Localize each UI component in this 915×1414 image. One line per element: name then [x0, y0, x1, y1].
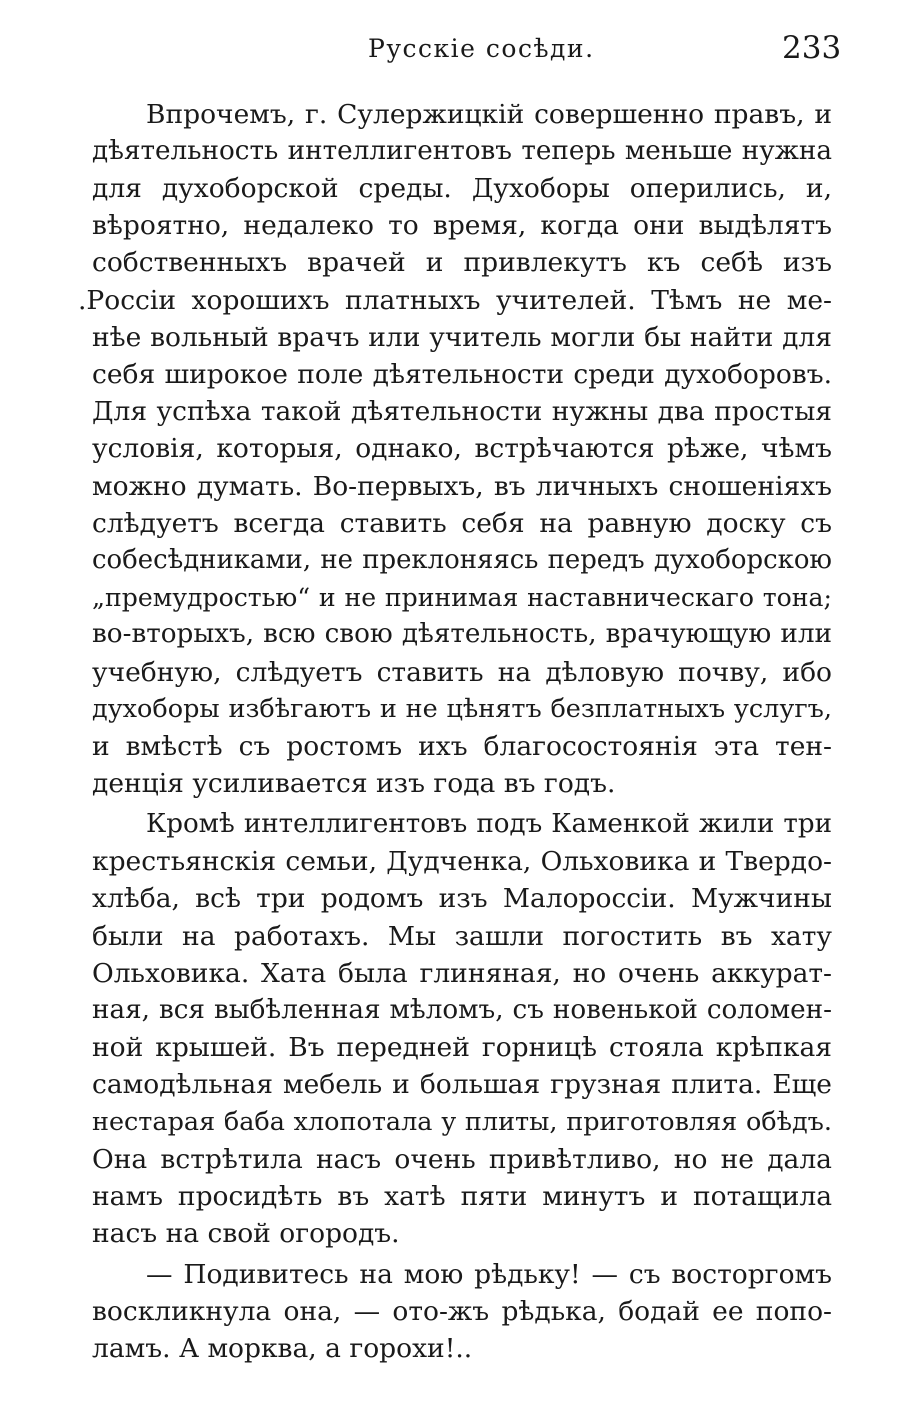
page-number: 233 [782, 30, 842, 66]
text-line: денція усиливается изъ года въ годъ. [92, 768, 616, 799]
text-line: нестарая баба хлопотала у плиты, приготовляя обѣдъ. [92, 1107, 832, 1137]
text-line: можно думать. Во-первыхъ, въ личныхъ сношеніяхъ [92, 471, 832, 502]
text-line: во-вторыхъ, всю свою дѣятельность, врачующую или [92, 619, 832, 649]
text-line: себя широкое поле дѣятельности среди духоборовъ. [92, 359, 832, 390]
text-line: крестьянскія семьи, Дудченка, Ольховика и Твердо- [92, 846, 832, 877]
text-line: Ольховика. Хата была глиняная, но очень аккурат- [92, 958, 832, 989]
text-line: духоборы избѣгаютъ и не цѣнятъ безплатныхъ услугъ, [92, 694, 832, 724]
text-line: и вмѣстѣ съ ростомъ ихъ благосостоянія эта тен- [92, 731, 832, 762]
text-line: Она встрѣтила насъ очень привѣтливо, но не дала [92, 1144, 832, 1175]
text-line: были на работахъ. Мы зашли погостить въ хату [92, 921, 832, 952]
text-line: ной крышей. Въ передней горницѣ стояла крѣпкая [92, 1032, 832, 1063]
running-title: Русскіе сосѣди. [368, 34, 595, 63]
text-line: дѣятельность интеллигентовъ теперь меньше нужна [92, 136, 832, 166]
text-line: ная, вся выбѣленная мѣломъ, съ новенькой соломен- [92, 995, 832, 1025]
text-line: воскликнула она, — ото-жъ рѣдька, бодай ее попо- [92, 1296, 832, 1327]
text-line: собственныхъ врачей и привлекутъ къ себѣ изъ [92, 247, 832, 278]
text-line: хлѣба, всѣ три родомъ изъ Малороссіи. Мужчины [92, 883, 832, 914]
text-line: — Подивитесь на мою рѣдьку! — съ восторгомъ [146, 1259, 832, 1290]
text-line: ламъ. А морква, а горохи!.. [92, 1333, 473, 1364]
text-line: Впрочемъ, г. Сулержицкій совершенно правъ, и [146, 99, 832, 130]
text-line: насъ на свой огородъ. [92, 1218, 400, 1249]
text-line: Кромѣ интеллигентовъ подъ Каменкой жили три [146, 809, 832, 839]
text-line: нѣе вольный врачъ или учитель могли бы найти для [92, 322, 832, 353]
text-line: Для успѣха такой дѣятельности нужны два простыя [92, 396, 832, 427]
text-line: самодѣльная мебель и большая грузная плита. Еще [92, 1069, 832, 1100]
text-line: вѣроятно, недалеко то время, когда они выдѣлятъ [92, 210, 832, 241]
text-line: „премудростью“ и не принимая наставническаго тона; [92, 583, 832, 612]
text-line: намъ просидѣть въ хатѣ пяти минутъ и потащила [92, 1181, 832, 1212]
text-line: слѣдуетъ всегда ставить себя на равную доску съ [92, 508, 832, 539]
text-line: учебную, слѣдуетъ ставить на дѣловую почву, ибо [92, 657, 832, 688]
text-line: собесѣдниками, не преклоняясь передъ духоборскою [92, 545, 832, 575]
text-line: .Россіи хорошихъ платныхъ учителей. Тѣмъ не ме- [78, 285, 832, 316]
running-head [0, 30, 915, 70]
text-line: для духоборской среды. Духоборы оперились, и, [92, 173, 832, 204]
text-line: условія, которыя, однако, встрѣчаются рѣже, чѣмъ [92, 433, 832, 464]
